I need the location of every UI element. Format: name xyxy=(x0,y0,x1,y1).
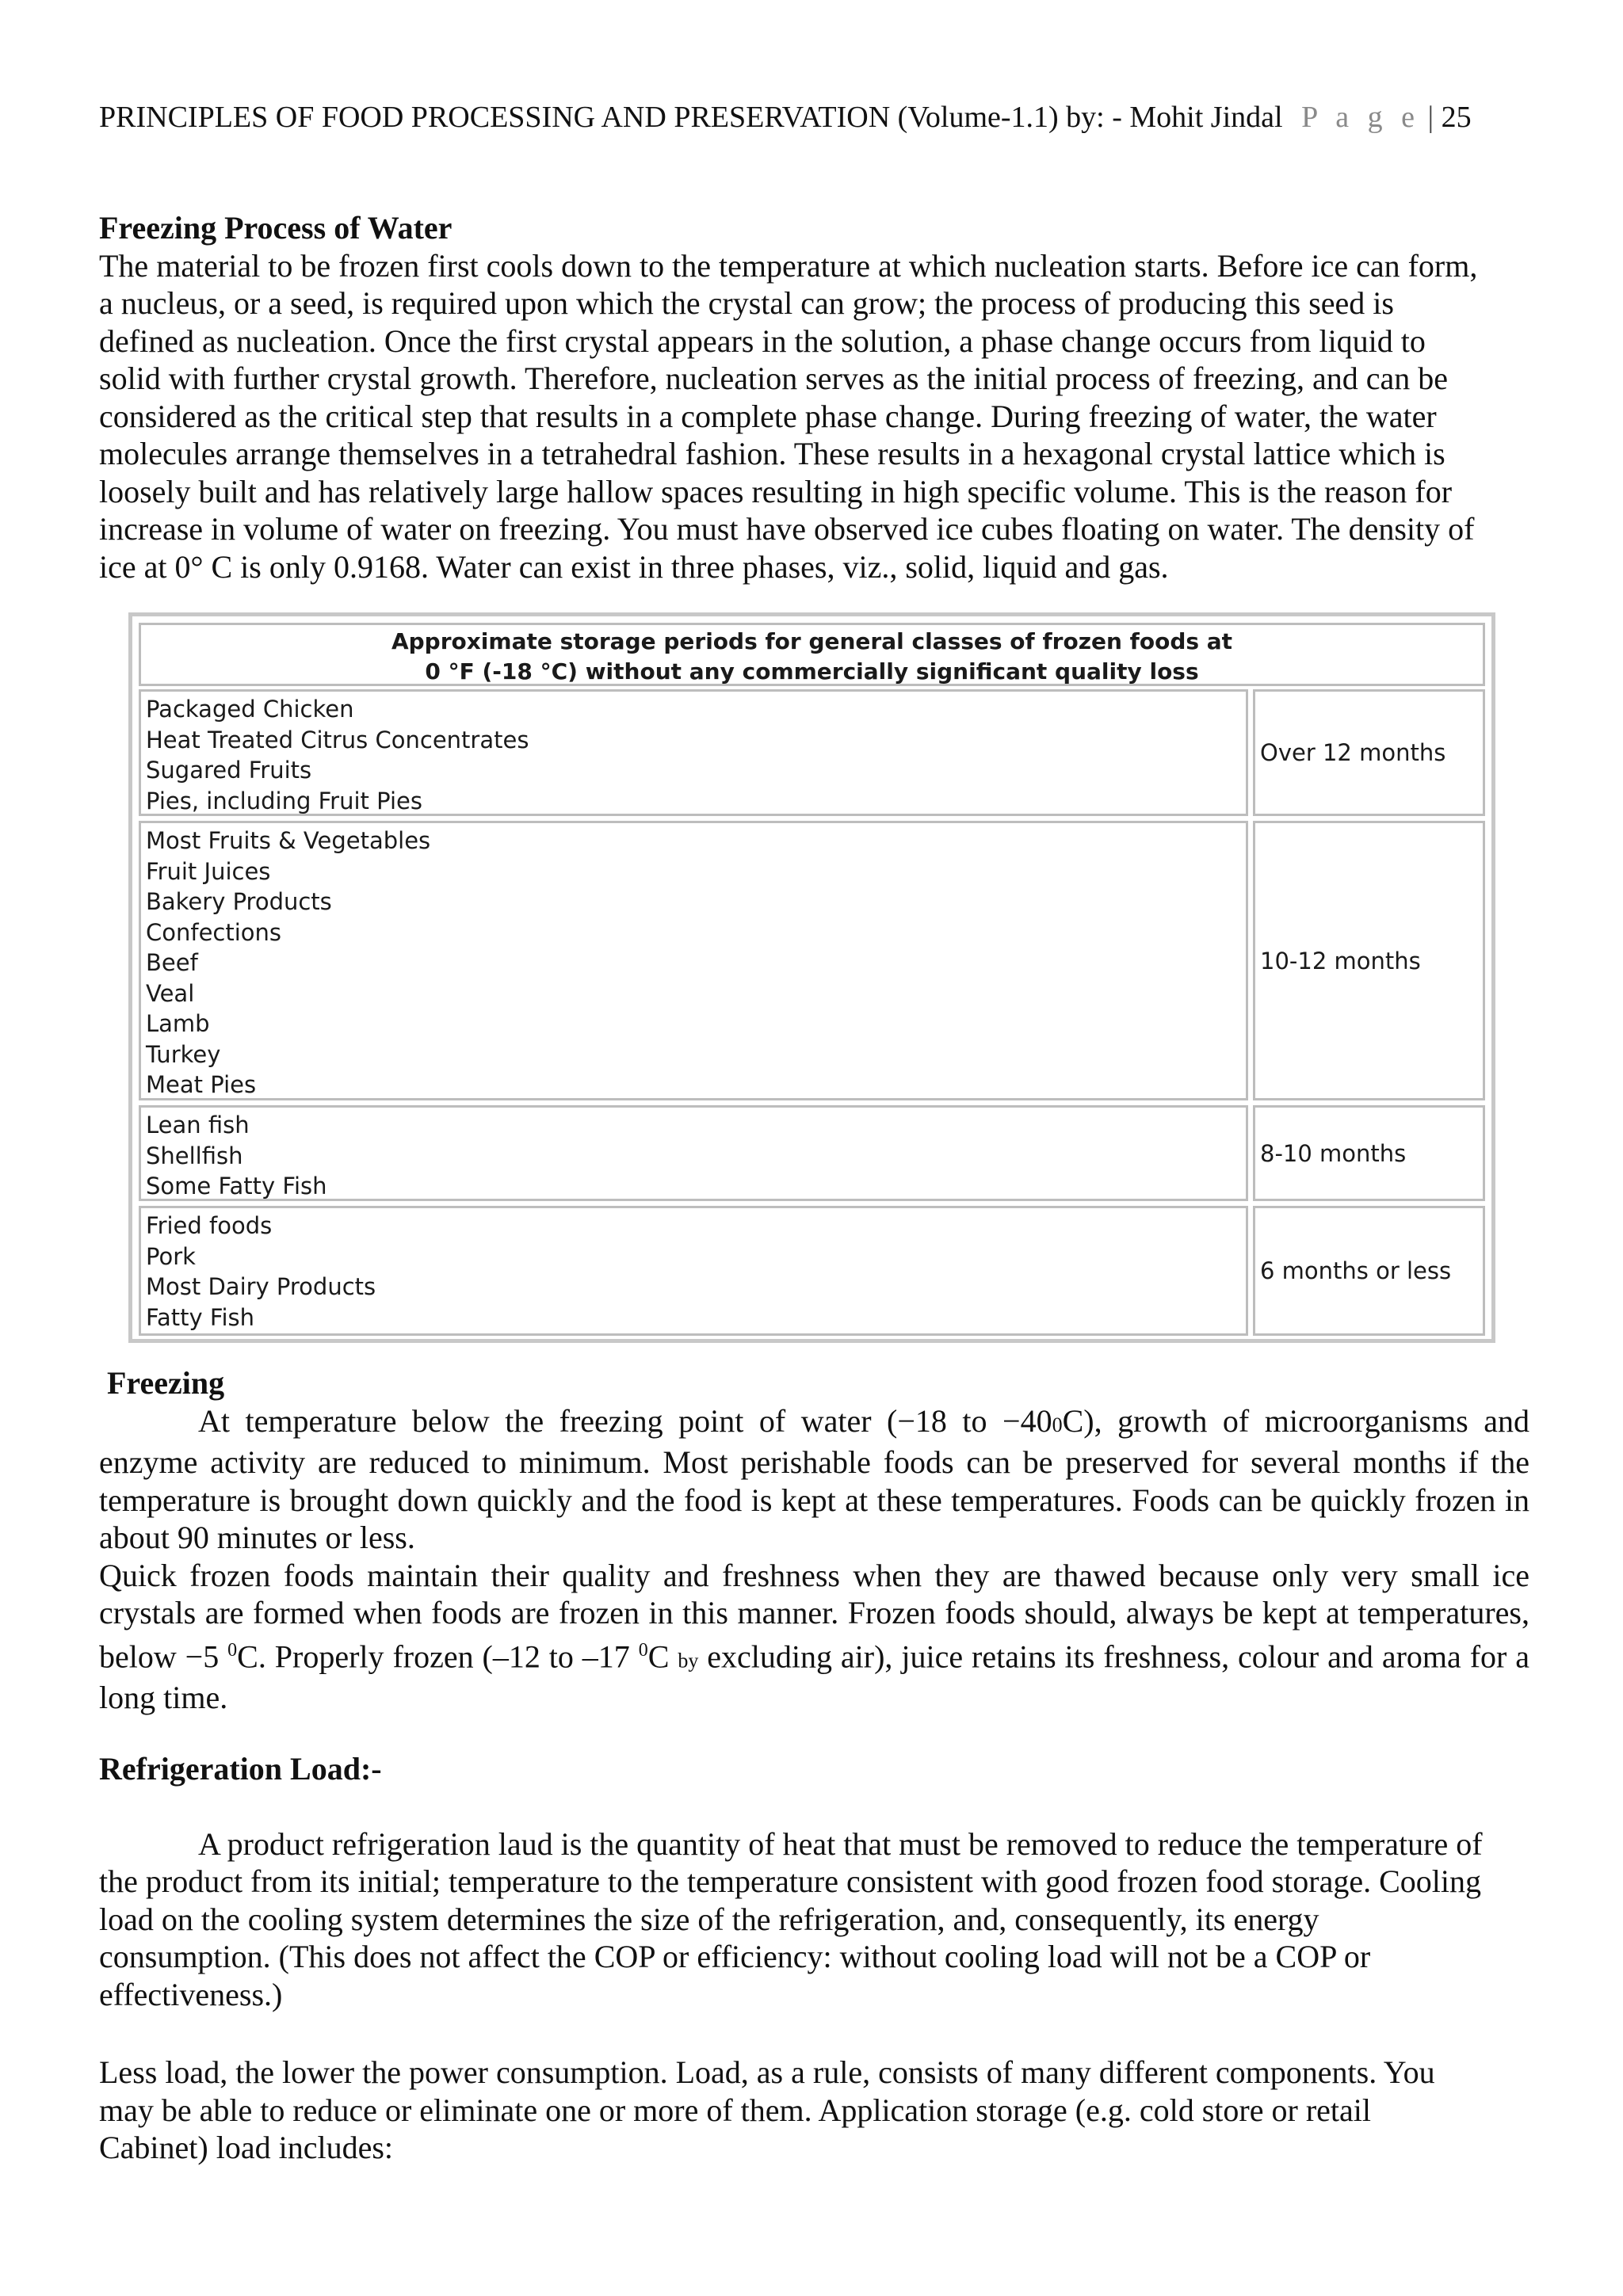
text-line: Cabinet) load includes: xyxy=(99,2130,394,2165)
header-title: PRINCIPLES OF FOOD PROCESSING AND PRESERVATION (Volume-1.1) by: - Mohit Jindal xyxy=(99,101,1283,134)
text-run: 0 xyxy=(1052,1413,1063,1436)
text-run: by xyxy=(678,1648,699,1672)
food-item: Fruit Juices xyxy=(146,857,271,885)
food-list-cell xyxy=(139,1206,1248,1336)
text-line: Less load, the lower the power consumption. Load, as a rule, consists of many different components. You xyxy=(99,2054,1435,2090)
header-page-word: P a g e xyxy=(1301,101,1421,134)
food-item: Heat Treated Citrus Concentrates xyxy=(146,726,529,753)
food-list-cell xyxy=(139,821,1248,1100)
section-heading: Freezing xyxy=(107,1365,225,1401)
storage-period-cell: Over 12 months xyxy=(1253,689,1485,816)
table-row xyxy=(139,821,1485,1100)
storage-period-cell: 8-10 months xyxy=(1253,1105,1485,1201)
food-item: Packaged Chicken xyxy=(146,696,354,723)
food-item: Fatty Fish xyxy=(146,1303,255,1331)
text-line: increase in volume of water on freezing. You must have observed ice cubes floating on water. The density of xyxy=(99,511,1475,547)
page-header xyxy=(99,98,1541,136)
text-run: 0 xyxy=(638,1639,648,1661)
text-line: load on the cooling system determines the size of the refrigeration, and, consequently, its energy xyxy=(99,1901,1319,1937)
text-run: C. Properly frozen (–12 to –17 xyxy=(237,1638,639,1674)
text-line: a nucleus, or a seed, is required upon which the crystal can grow; the process of producing this seed is xyxy=(99,285,1394,321)
section-body xyxy=(99,247,1529,586)
section-refrigeration-load xyxy=(99,1750,1529,2013)
food-item: Some Fatty Fish xyxy=(146,1173,327,1199)
food-item: Confections xyxy=(146,918,282,946)
text-run: C xyxy=(647,1638,678,1674)
table-row xyxy=(139,1105,1485,1201)
text-run: excluding air), juice retains its freshness, colour and aroma for a long time. xyxy=(99,1638,1530,1716)
text-line: ice at 0° C is only 0.9168. Water can exist in three phases, viz., solid, liquid and gas. xyxy=(99,548,1169,585)
paragraph xyxy=(99,1402,1529,1557)
food-item: Pork xyxy=(146,1242,196,1270)
food-list-cell xyxy=(139,1105,1248,1201)
food-item: Lamb xyxy=(146,1010,210,1037)
section-load-components xyxy=(99,2054,1529,2167)
text-run: 0 xyxy=(227,1639,238,1661)
table-row xyxy=(139,689,1485,816)
table-title xyxy=(139,623,1485,686)
text-line: the product from its initial; temperature to the temperature consistent with good frozen food storage. Cooling xyxy=(99,1863,1481,1899)
table-row xyxy=(139,1206,1485,1336)
header-page-separator: | xyxy=(1427,101,1434,134)
food-item: Lean fish xyxy=(146,1112,250,1138)
section-freezing xyxy=(99,1364,1529,1717)
text-line: defined as nucleation. Once the first crystal appears in the solution, a phase change occurs from liquid to xyxy=(99,322,1426,359)
table-title-line: 0 °F (-18 °C) without any commercially significant quality loss xyxy=(425,658,1199,685)
text-run: Quick frozen foods maintain their quality and freshness when they are thawed because only very small ice crystals are formed when foods are frozen in this manner. Frozen foods should, always be kept at temperatures, below −5 xyxy=(99,1557,1529,1674)
text-line: solid with further crystal growth. Therefore, nucleation serves as the initial process of freezing, and can be xyxy=(99,360,1448,396)
section-heading: Freezing Process of Water xyxy=(99,210,453,246)
storage-period-cell: 6 months or less xyxy=(1253,1206,1485,1336)
food-item: Pies, including Fruit Pies xyxy=(146,787,422,814)
food-item: Meat Pies xyxy=(146,1071,257,1098)
header-page-number: 25 xyxy=(1441,101,1472,134)
text-line: molecules arrange themselves in a tetrahedral fashion. These results in a hexagonal crystal lattice which is xyxy=(99,436,1445,471)
text-line: The material to be frozen first cools down to the temperature at which nucleation starts. Before ice can form, xyxy=(99,247,1478,284)
text-run: At temperature below the freezing point of water (−18 to −40 xyxy=(198,1402,1052,1439)
food-item: Fried foods xyxy=(146,1212,273,1239)
food-item: Turkey xyxy=(146,1040,221,1068)
text-line: loosely built and has relatively large hallow spaces resulting in high specific volume. This is the reason for xyxy=(99,473,1453,509)
food-item: Most Dairy Products xyxy=(146,1273,376,1300)
text-line: may be able to reduce or eliminate one or more of them. Application storage (e.g. cold store or retail xyxy=(99,2092,1371,2128)
text-line: effectiveness.) xyxy=(99,1976,283,2012)
food-list-cell xyxy=(139,689,1248,816)
text-run: C), growth of microorganisms and enzyme activity are reduced to minimum. Most perishable foods can be preserved for several months if the temperature is brought down quickly and the food is kept at these temperatures. Foods can be quickly frozen in about 90 minutes or less. xyxy=(99,1402,1530,1555)
section-heading: Refrigeration Load:- xyxy=(99,1751,382,1787)
storage-periods-table xyxy=(128,612,1495,1343)
food-item: Shellfish xyxy=(146,1142,243,1169)
food-item: Veal xyxy=(146,979,195,1007)
table-title-line: Approximate storage periods for general classes of frozen foods at xyxy=(391,628,1233,654)
paragraph xyxy=(99,1557,1529,1717)
text-line: consumption. (This does not affect the COP or efficiency: without cooling load will not be a COP or xyxy=(99,1939,1371,1974)
text-line: A product refrigeration laud is the quantity of heat that must be removed to reduce the temperature of xyxy=(198,1825,1483,1862)
food-item: Beef xyxy=(146,949,198,976)
section-freezing-process xyxy=(99,209,1529,585)
food-item: Most Fruits & Vegetables xyxy=(146,827,431,854)
food-item: Sugared Fruits xyxy=(146,757,312,784)
text-line: considered as the critical step that results in a complete phase change. During freezing of water, the water xyxy=(99,398,1437,434)
storage-period-cell: 10-12 months xyxy=(1253,821,1485,1100)
food-item: Bakery Products xyxy=(146,888,332,915)
